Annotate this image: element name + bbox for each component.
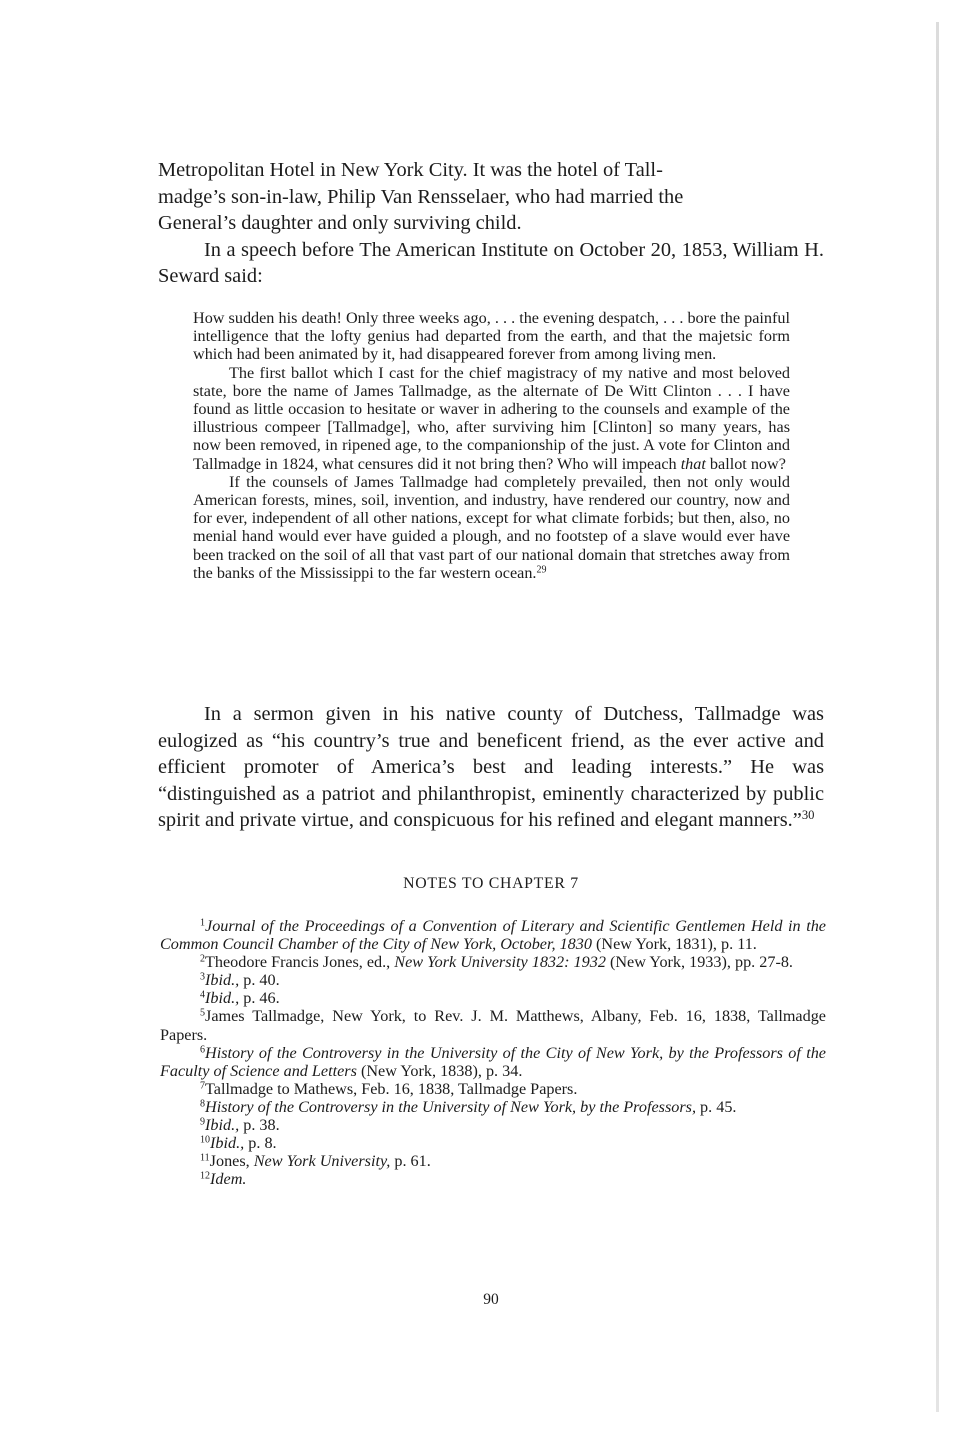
- notes-heading: NOTES TO CHAPTER 7: [403, 875, 579, 892]
- note-10: $^{10}$Ibid., p. 8.: [200, 1134, 277, 1153]
- quote-paragraph-2: The first ballot which I cast for the chief magistracy of my native and most beloved state, bore the name of James Tallmadge, as the alternate of De Witt Clinton . . . I have found as little occasion to hesitate or waver in adhering to the counsels and example of the illustrious compeer [Tallmadge], who, after surviving him [Clinton] so many years, has now been removed, in ripened age, to the companionship of the just. A vote for Clinton and Tallmadge in 1824, what censures did it not bring then? Who will impeach that ballot now?: [193, 363, 790, 473]
- body-text-top: [158, 157, 824, 290]
- note-5: $^5$James Tallmadge, New York, to Rev. J. M. Matthews, Albany, Feb. 16, 1838, Tallmadge Papers.: [160, 1007, 826, 1044]
- page-number: 90: [483, 1291, 499, 1308]
- endnotes-list: [160, 917, 826, 1188]
- note-9: $^9$Ibid., p. 38.: [200, 1116, 280, 1135]
- note-8: $^8$History of the Controversy in the University of New York, by the Professors, p. 45.: [200, 1097, 737, 1116]
- quote-paragraph-1: How sudden his death! Only three weeks ago, . . . the evening despatch, . . . bore the painful intelligence that the lofty genius had departed from the earth, and that the majetsic form which had been animated by it, had disappeared forever from among living men.: [193, 309, 790, 364]
- note-6: $^6$History of the Controversy in the University of the City of New York, by the Professors of the Faculty of Science and Letters (New York, 1838), p. 34.: [160, 1043, 826, 1080]
- note-7: $^7$Tallmadge to Mathews, Feb. 16, 1838, Tallmadge Papers.: [200, 1079, 578, 1098]
- footnote-ref-29: 29: [536, 564, 547, 576]
- note-1: $^1$Journal of the Proceedings of a Convention of Literary and Scientific Gentlemen Held in the Common Council Chamber of the City of New York, October, 1830 (New York, 1831), p. 11.: [160, 917, 826, 954]
- paragraph-sermon: In a sermon given in his native county of Dutchess, Tallmadge was eulogized as “his country’s true and beneficent friend, as the ever active and efficient promoter of America’s best and leading interests.” He was “distinguished as a patriot and philanthropist, eminently characterized by public spirit and private virtue, and conspicuous for his refined and elegant manners.”$^{30}$: [158, 703, 824, 832]
- quote-paragraph-3: If the counsels of James Tallmadge had completely prevailed, then not only would American forests, mines, soil, invention, and industry, have rendered our country, now and for ever, independent of all other nations, except for what climate forbids; but then, also, no menial hand would ever have guided a plough, and no footstep of a slave would ever have been tracked on the soil of all that vast part of our national domain that stretches away from the banks of the Mississippi to the far western ocean.$^{29}$: [193, 472, 790, 582]
- note-12: $^{12}$Idem.: [200, 1170, 247, 1189]
- note-2: $^2$Theodore Francis Jones, ed., New York University 1832: 1932 (New York, 1933), pp. 27-8.: [200, 953, 793, 972]
- paragraph-continued: Metropolitan Hotel in New York City. It was the hotel of Tall- madge’s son-in-law, Philip Van Rensselaer, who had married the General’s daughter and only surviving child.: [158, 159, 684, 235]
- body-text-sermon: [158, 701, 824, 834]
- note-4: $^4$Ibid., p. 46.: [200, 989, 280, 1008]
- block-quote-seward: [193, 309, 790, 582]
- footnote-ref-30: 30: [801, 808, 815, 823]
- note-3: $^3$Ibid., p. 40.: [200, 971, 280, 990]
- paragraph-seward-intro: In a speech before The American Institute on October 20, 1853, William H. Seward said:: [158, 238, 824, 288]
- note-11: $^{11}$Jones, New York University, p. 61.: [200, 1152, 431, 1171]
- scan-edge-shadow: [936, 22, 939, 1412]
